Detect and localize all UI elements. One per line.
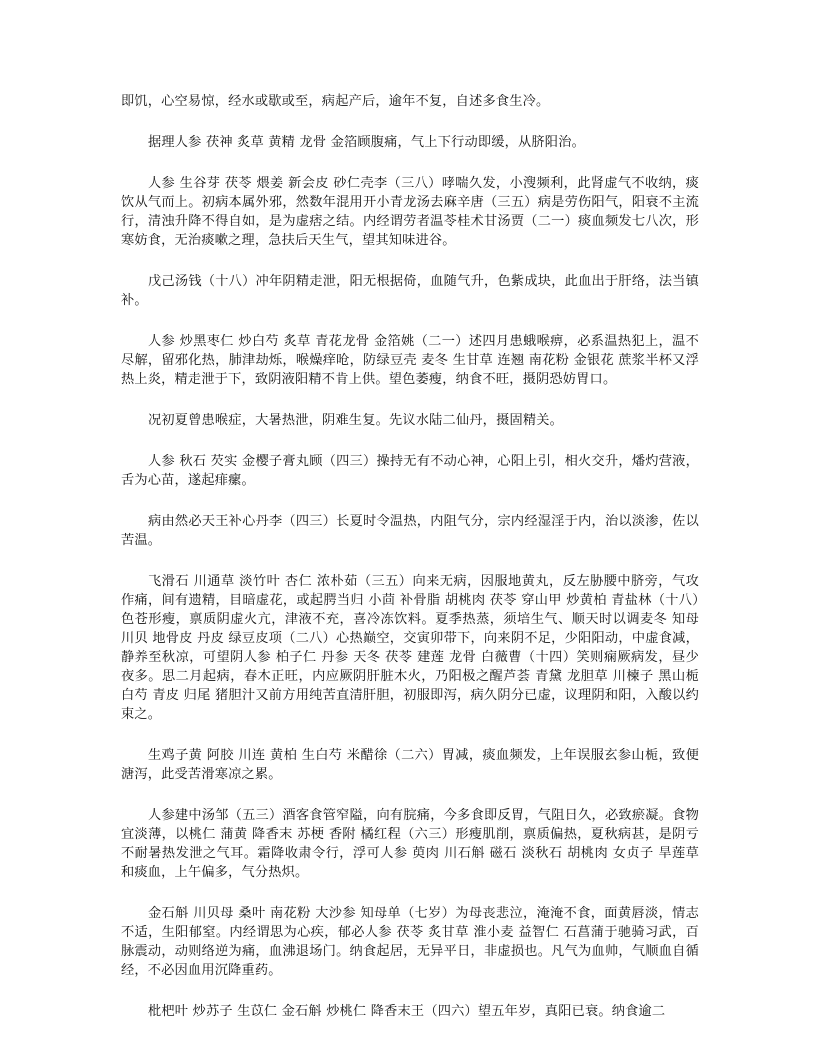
paragraph: 人参 生谷芽 茯苓 煨姜 新会皮 砂仁壳李（三八）哮喘久发，小溲频利，此肾虚气不收纳，痰饮从气而上。初病本属外邪，然数年混用开小青龙汤去麻辛唐（三五）病是劳伤阳气，阳衰不主流行，清浊升降不得自如，是为虚痞之结。内经谓劳者温苓桂术甘汤贾（二一）痰血频发七八次，形寒妨食，无治痰嗽之理，急扶后天生气，望其知味进谷。 [121, 176, 699, 248]
document-page [121, 92, 699, 1043]
paragraph: 况初夏曾患喉症，大暑热泄，阴难生复。先议水陆二仙丹，摄固精关。 [148, 413, 564, 428]
paragraph: 枇杷叶 炒苏子 生苡仁 金石斛 炒桃仁 降香末王（四六）望五年岁，真阳已衰。纳食逾二 [148, 1004, 666, 1019]
paragraph: 生鸡子黄 阿胶 川连 黄柏 生白芍 米醋徐（二六）胃减，痰血频发，上年误服玄参山栀，致便溏泻，此受苦滑寒凉之累。 [121, 748, 699, 782]
paragraph: 病由然必天王补心丹李（四三）长夏时令温热，内阻气分，宗内经湿淫于内，治以淡渗，佐以苦温。 [121, 514, 699, 548]
paragraph: 金石斛 川贝母 桑叶 南花粉 大沙参 知母单（七岁）为母丧悲泣，淹淹不食，面黄唇淡，情志不适，生阳郁窒。内经谓思为心疾，郁必人参 茯苓 炙甘草 淮小麦 益智仁 石菖蒲于驰骑习武，百脉震动，动则络逆为痛，血沸退场门。纳食起居，无异平日，非虚损也。凡气为血帅，气顺血自循经，不必因血用沉降重药。 [121, 906, 699, 978]
paragraph: 即饥，心空易惊，经水或歇或至，病起产后，逾年不复，自述多食生冷。 [121, 94, 550, 109]
paragraph: 人参 炒黑枣仁 炒白芍 炙草 青花龙骨 金箔姚（二一）述四月患蛾喉痹，必系温热犯上，温不尽解，留邪化热，肺津劫烁，喉燥痒呛，防绿豆壳 麦冬 生甘草 连翘 南花粉 金银花 蔗浆半杯又浮热上炎，精走泄于下，致阴液阳精不肯上供。望色萎瘦，纳食不旺，摄阴恐妨胃口。 [121, 334, 699, 387]
paragraph: 戊己汤钱（十八）冲年阴精走泄，阳无根据倚，血随气升，色紫成块，此血出于肝络，法当镇补。 [121, 274, 699, 308]
paragraph: 据理人参 茯神 炙草 黄精 龙骨 金箔顾腹痛，气上下行动即缓，从脐阳治。 [148, 135, 585, 150]
paragraph: 人参建中汤邹（五三）酒客食管窄隘，向有脘痛，今多食即反胃，气阻日久，必致瘀凝。食物宜淡薄，以桃仁 蒲黄 降香末 苏梗 香附 橘红程（六三）形瘦肌削，禀质偏热，夏秋病甚，是阴亏不耐暑热发泄之气耳。霜降收肃令行，浮可人参 萸肉 川石斛 磁石 淡秋石 胡桃肉 女贞子 旱莲草和痰血，上午偏多，气分热炽。 [121, 808, 699, 880]
paragraph: 人参 秋石 芡实 金樱子膏丸顾（四三）操持无有不动心神，心阳上引，相火交升，燔灼营液，舌为心苗，遂起痱瘰。 [121, 454, 699, 488]
paragraph: 飞滑石 川通草 淡竹叶 杏仁 浓朴茹（三五）向来无病，因服地黄丸，反左胁腰中脐旁，气攻作痛，间有遗精，目暗虚花，或起腭当归 小茴 补骨脂 胡桃肉 茯苓 穿山甲 炒黄柏 青盐林（十八）色苍形瘦，禀质阴虚火亢，津液不充，喜冷冻饮料。夏季热蒸，须培生气、顺天时以调麦冬 知母 川贝 地骨皮 丹皮 绿豆皮项（二八）心热巅空，交寅卯带下，向来阴不足，少阳阳动，中虚食减，静养至秋凉，可望阴人参 柏子仁 丹参 天冬 茯苓 建莲 龙骨 白薇曹（十四）笑则痫厥病发，昼少夜多。思二月起病，春木正旺，内应厥阴肝脏木火，乃阳极之醒芦荟 青黛 龙胆草 川楝子 黑山栀 白芍 青皮 归尾 猪胆汁又前方用纯苦直清肝胆，初服即泻，病久阴分已虚，议理阴和阳，入酸以约束之。 [121, 574, 699, 722]
